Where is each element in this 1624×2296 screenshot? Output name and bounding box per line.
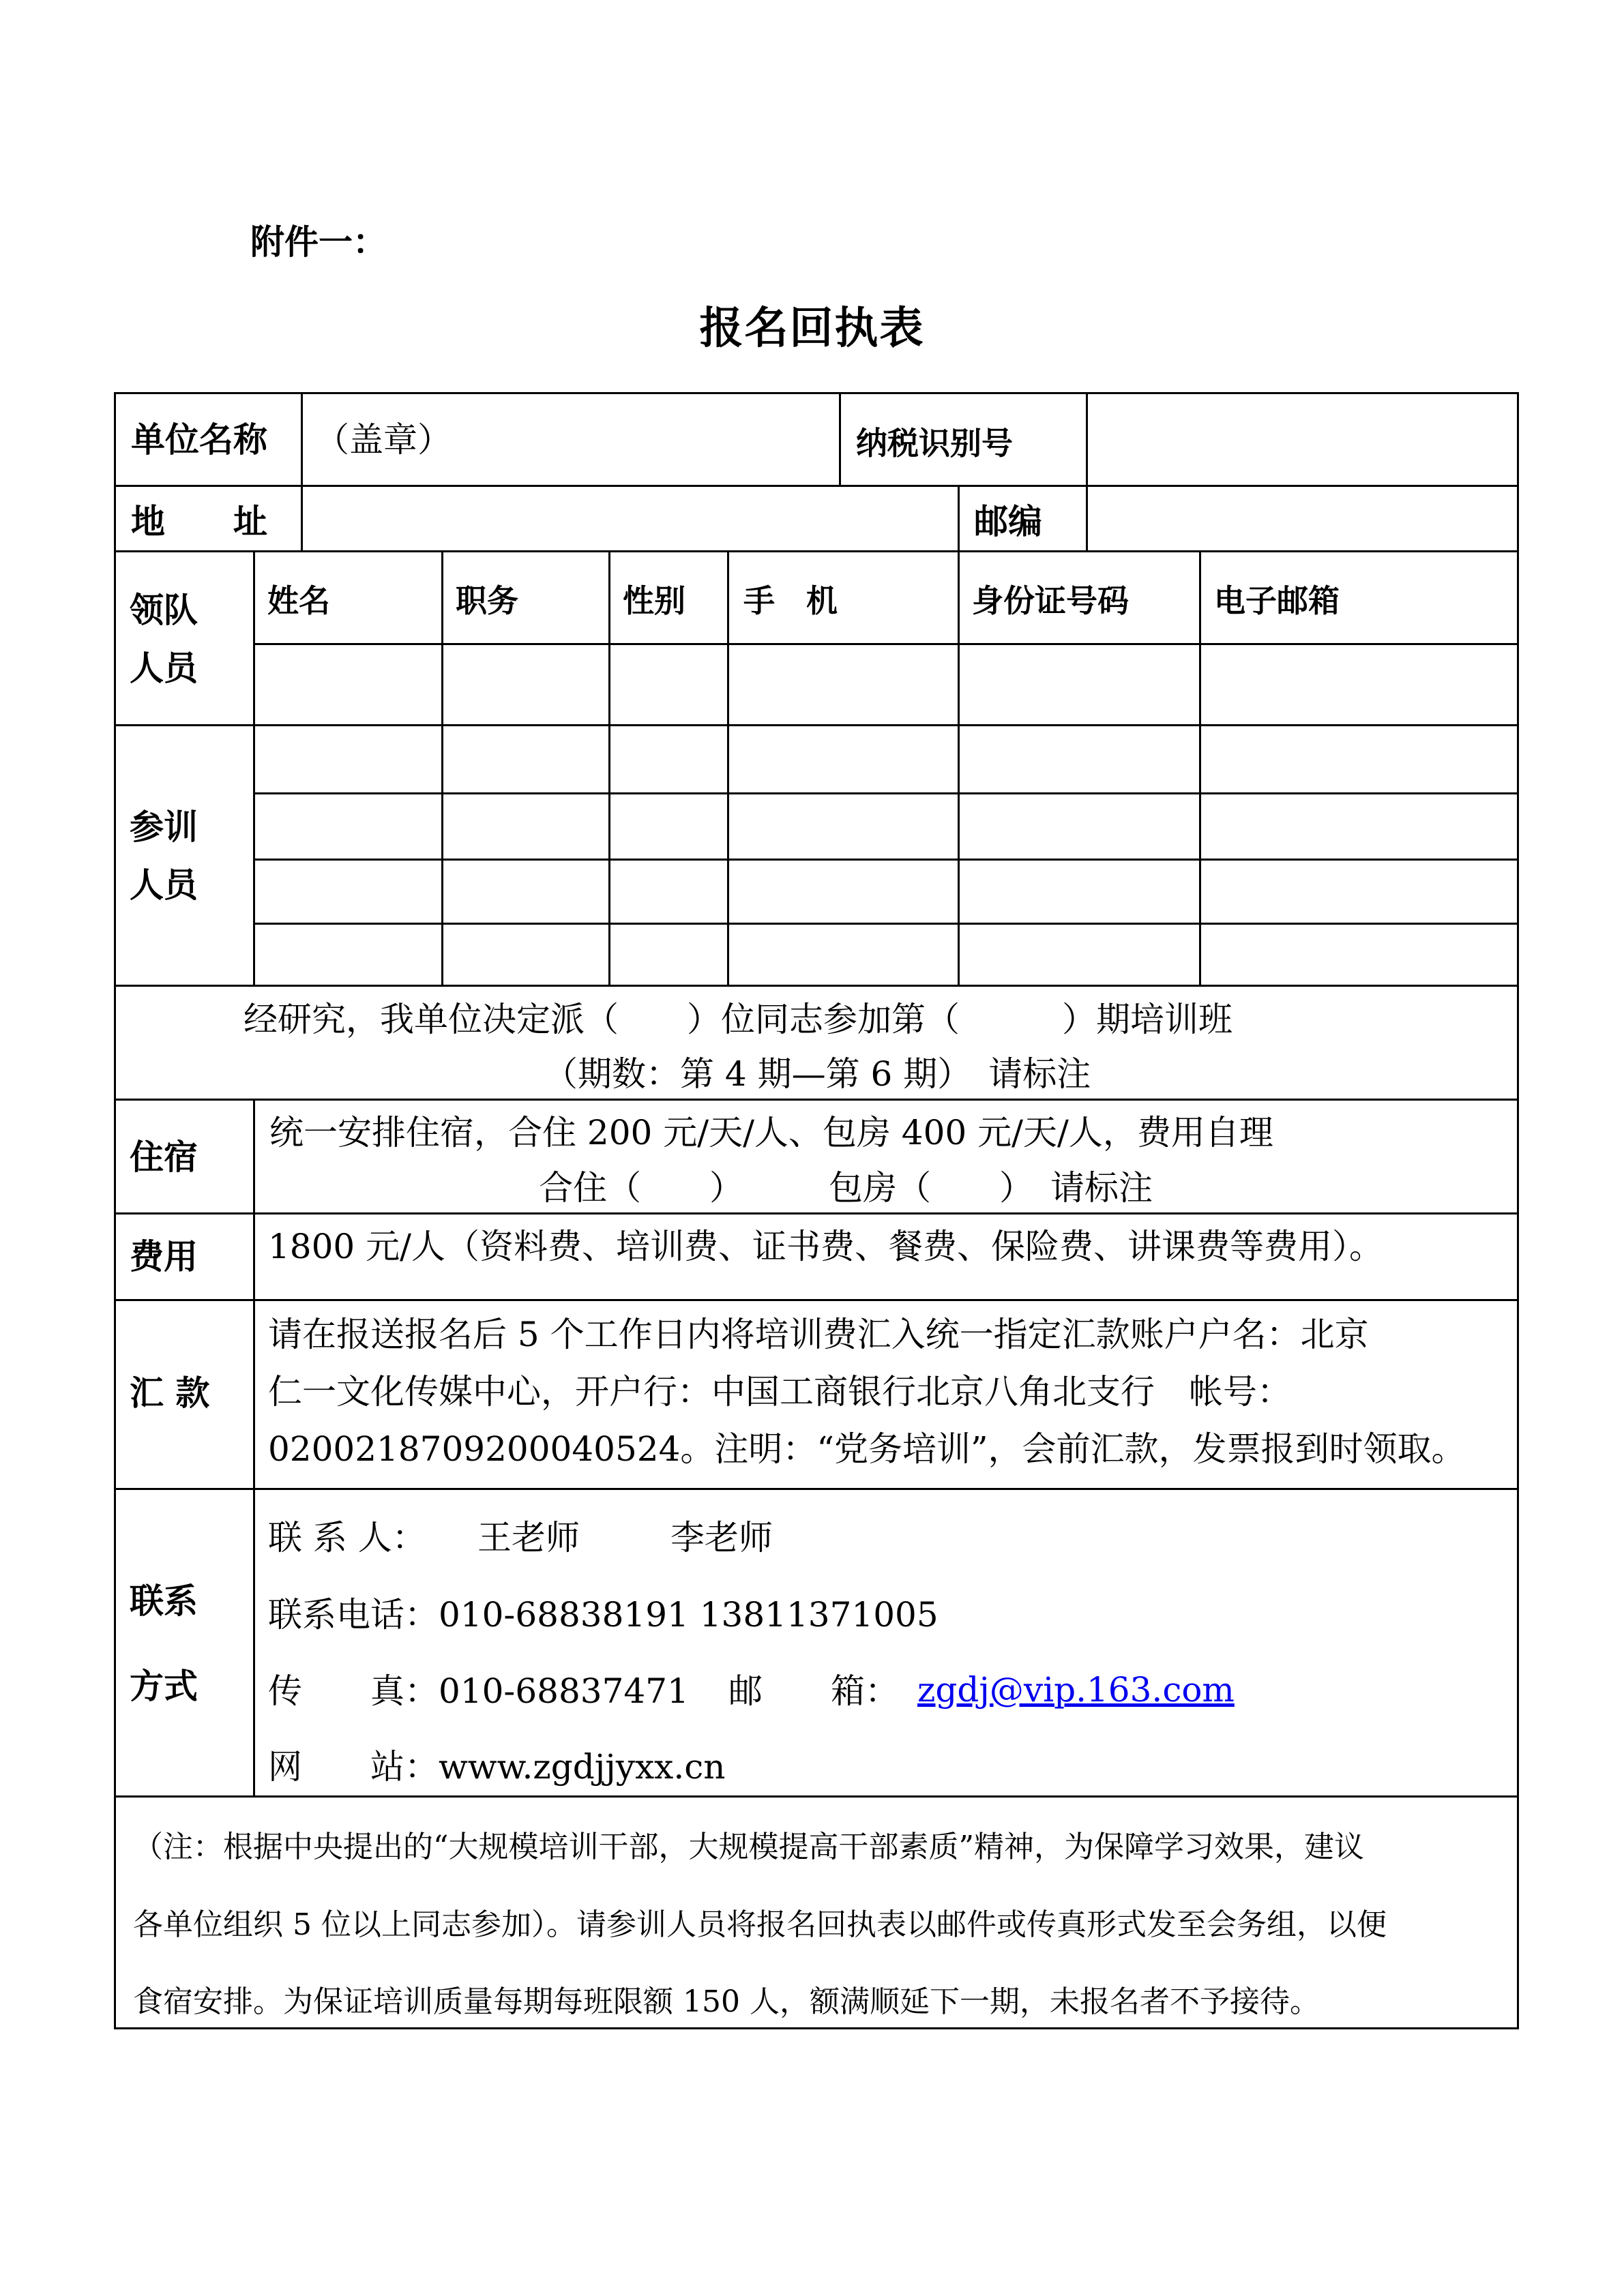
footnote-line2: 各单位组织 5 位以上同志参加）。请参训人员将报名回执表以邮件或传真形式发至会务组，以便 xyxy=(133,1907,1387,1942)
footnote-line3: 食宿安排。为保证培训质量每期每班限额 150 人，额满顺延下一期，未报名者不予接待。 xyxy=(133,1984,1320,2019)
decision-line1: 经研究，我单位决定派（ ）位同志参加第（ ）期培训班 xyxy=(243,1000,1232,1039)
column-header-gender: 性别 xyxy=(623,582,685,619)
column-header-id-number: 身份证号码 xyxy=(972,582,1129,619)
remittance-line2: 仁一文化传媒中心，开户行：中国工商银行北京八角北支行 帐号： xyxy=(268,1372,1291,1412)
tax-id-field[interactable] xyxy=(1089,395,1516,483)
trainees-label-line1: 参训 xyxy=(130,807,198,847)
fee-label: 费用 xyxy=(130,1237,198,1277)
remittance-label: 汇 款 xyxy=(130,1373,210,1413)
contact-label-line2: 方式 xyxy=(130,1667,198,1706)
leader-label-line1: 领队 xyxy=(130,591,198,630)
address-field[interactable] xyxy=(304,488,956,549)
website-label: 网 站： xyxy=(268,1747,439,1787)
email-label: 邮 箱： xyxy=(728,1671,899,1711)
lodging-line2: 合住（ ） 包房（ ） 请标注 xyxy=(539,1168,1153,1208)
attachment-label: 附件一： xyxy=(250,222,387,262)
seal-field[interactable]: （盖章） xyxy=(315,420,452,460)
decision-line2: （期数：第 4 期—第 6 期） 请标注 xyxy=(544,1054,1091,1094)
phone-values: 010-68838191 13811371005 xyxy=(439,1595,939,1635)
email-link[interactable]: zgdj@vip.163.com xyxy=(917,1670,1235,1710)
contact-people-label: 联 系 人： xyxy=(268,1518,426,1557)
fax-value: 010-68837471 xyxy=(439,1671,689,1711)
contact-person-wang: 王老师 xyxy=(477,1518,580,1557)
column-header-position: 职务 xyxy=(456,582,518,619)
lodging-label: 住宿 xyxy=(130,1137,198,1177)
fee-text: 1800 元/人（资料费、培训费、证书费、餐费、保险费、讲课费等费用）。 xyxy=(268,1227,1383,1266)
website-value: www.zgdjjyxx.cn xyxy=(439,1747,726,1787)
remittance-line1: 请在报送报名后 5 个工作日内将培训费汇入统一指定汇款账户户名：北京 xyxy=(268,1315,1369,1354)
form-title: 报名回执表 xyxy=(699,303,925,354)
column-header-email: 电子邮箱 xyxy=(1214,582,1340,619)
postcode-label: 邮编 xyxy=(974,502,1042,541)
leader-label-line2: 人员 xyxy=(130,648,198,688)
footnote-line1: （注：根据中央提出的“大规模培训干部，大规模提高干部素质”精神，为保障学习效果，建议 xyxy=(133,1830,1364,1864)
fax-label: 传 真： xyxy=(268,1671,439,1711)
column-header-name: 姓名 xyxy=(267,582,330,619)
postcode-field[interactable] xyxy=(1089,488,1516,549)
column-header-mobile: 手 机 xyxy=(743,582,838,619)
contact-person-li: 李老师 xyxy=(670,1518,773,1557)
contact-label-line1: 联系 xyxy=(130,1581,198,1621)
lodging-line1: 统一安排住宿，合住 200 元/天/人、包房 400 元/天/人，费用自理 xyxy=(269,1113,1273,1152)
trainees-label-line2: 人员 xyxy=(130,865,198,905)
remittance-line3: 0200218709200040524。注明：“党务培训”，会前汇款，发票报到时领取。 xyxy=(268,1429,1466,1469)
unit-name-label: 单位名称 xyxy=(131,420,267,460)
address-label: 地 址 xyxy=(131,502,267,541)
tax-id-label: 纳税识别号 xyxy=(856,425,1013,462)
phone-label: 联系电话： xyxy=(268,1595,439,1635)
